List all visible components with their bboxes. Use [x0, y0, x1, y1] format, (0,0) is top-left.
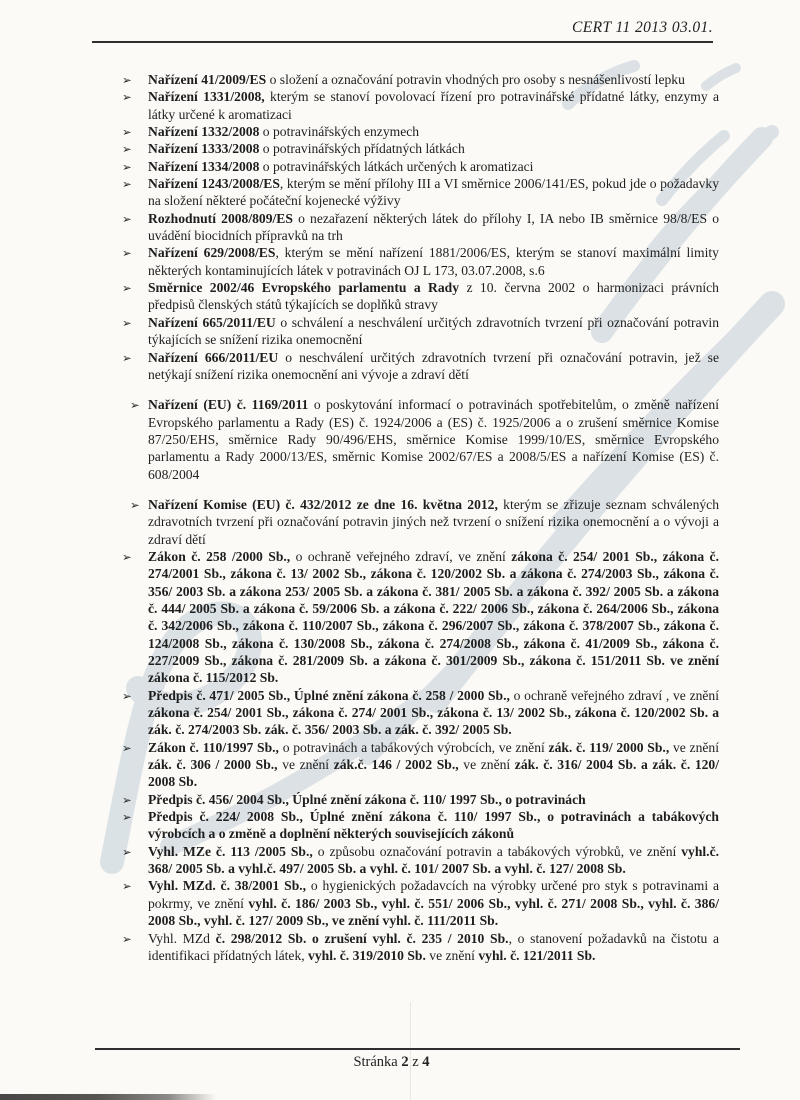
bullet-arrow-icon: ➢ [122, 740, 132, 755]
bullet-arrow-icon: ➢ [122, 810, 132, 825]
list-item-text: Nařízení 41/2009/ES o složení a označování potravin vhodných pro osoby s nesnášenlivostí lepku [148, 72, 685, 87]
list-item [120, 140, 719, 157]
list-item-text: Vyhl. MZd č. 298/2012 Sb. o zrušení vyhl. č. 235 / 2010 Sb., o stanovení požadavků na čistotu a identifikaci přídatných látek, vyhl. č. 319/2010 Sb. ve znění vyhl. č. 121/2011 Sb. [148, 930, 719, 963]
list-item-text: Vyhl. MZd. č. 38/2001 Sb., o hygienických požadavcích na výrobky určené pro styk s potravinami a pokrmy, ve znění vyhl. č. 186/ 2003 Sb., vyhl. č. 551/ 2006 Sb., vyhl. č. 271/ 2008 Sb., vyhl. č. 386/ 2008 Sb., vyhl. č. 127/ 2009 Sb., ve znění vyhl. č. 111/2011 Sb. [148, 878, 719, 929]
bullet-arrow-icon: ➢ [122, 177, 132, 192]
bullet-arrow-icon: ➢ [130, 497, 140, 512]
list-item [120, 71, 719, 88]
bullet-arrow-icon: ➢ [130, 398, 140, 413]
bullet-arrow-icon: ➢ [122, 792, 132, 807]
list-item-text: Nařízení Komise (EU) č. 432/2012 ze dne 16. května 2012, kterým se zřizuje seznam schválených zdravotních tvrzení při označování potravin jiných než tvrzení o snížení rizika onemocnění a o vývoji a zdraví dětí [148, 496, 719, 547]
bullet-arrow-icon: ➢ [122, 844, 132, 859]
list-item-text: Nařízení 1333/2008 o potravinářských přídatných látkách [148, 141, 465, 157]
bullet-arrow-icon: ➢ [122, 246, 132, 261]
scan-artifact-bar [0, 1094, 216, 1100]
list-item-text: Nařízení 1332/2008 o potravinářských enzymech [148, 124, 420, 140]
list-item-text: Nařízení 666/2011/EU o neschválení určitých zdravotních tvrzení při označování potravin, jež se netýkají snížení rizika onemocnění ani vývoje a zdraví dětí [148, 349, 719, 382]
bullet-arrow-icon: ➢ [122, 931, 132, 946]
list-item-text: Směrnice 2002/46 Evropského parlamentu a Rady z 10. června 2002 o harmonizaci právních předpisů členských států týkajících se doplňků stravy [148, 280, 719, 313]
list-item [120, 88, 719, 123]
list-item [120, 349, 719, 384]
list-item [120, 687, 719, 739]
list-item-text: Předpis č. 456/ 2004 Sb., Úplné znění zákona č. 110/ 1997 Sb., o potravinách [148, 791, 586, 807]
list-item-text: Nařízení 1334/2008 o potravinářských látkách určených k aromatizaci [148, 158, 534, 174]
list-item-text: Předpis č. 471/ 2005 Sb., Úplné znění zákona č. 258 / 2000 Sb., o ochraně veřejného zdraví , ve znění zákona č. 254/ 2001 Sb., zákona č. 274/ 2001 Sb., zákona č. 13/ 2002 Sb., zákona č. 120/2002 Sb. a zák. č. 274/2003 Sb. zák. č. 356/ 2003 Sb. a zák. č. 392/ 2005 Sb. [148, 687, 720, 738]
regulation-list [120, 71, 719, 964]
list-item-text: Nařízení 1331/2008, kterým se stanoví povolovací řízení pro potravinářské přídatné látky, enzymy a látky určené k aromatizaci [148, 89, 719, 122]
bullet-arrow-icon: ➢ [122, 73, 132, 87]
list-item [120, 279, 719, 314]
list-item [120, 244, 719, 279]
list-item [120, 843, 719, 878]
list-item-text: Rozhodnutí 2008/809/ES o nezařazení některých látek do přílohy I, IA nebo IB směrnice 98/8/ES o uvádění biocidních přípravků na trh [148, 210, 719, 244]
document-header: CERT 11 2013 03.01. [572, 19, 713, 36]
bullet-arrow-icon: ➢ [122, 142, 132, 157]
list-item [120, 396, 719, 483]
list-item [120, 791, 719, 808]
footer-divider [95, 1048, 740, 1050]
list-item-text: Nařízení (EU) č. 1169/2011 o poskytování informací o potravinách spotřebitelům, o změně nařízení Evropského parlamentu a Rady (ES) č. 1924/2006 a (ES) č. 1925/2006 a o zrušení směrnice Komise 87/250/EHS, směrnice Rady 90/496/EHS, směrnice Komise 1999/10/ES, směrnice Evropského parlamentu a Rady 2000/13/ES, směrnic Komise 2002/67/ES a 2008/5/ES a nařízení Komise (ES) č. 608/2004 [148, 397, 719, 482]
list-item-text: Předpis č. 224/ 2008 Sb., Úplné znění zákona č. 110/ 1997 Sb., o potravinách a tabákových výrobcích a o změně a doplnění některých souvisejících zákonů [148, 809, 719, 842]
list-item [120, 548, 719, 687]
footer-page-label: Stránka 2 z 4 [353, 1054, 430, 1070]
list-item [120, 210, 719, 245]
bullet-arrow-icon: ➢ [122, 688, 132, 703]
scan-artifact-line [410, 1002, 411, 1100]
list-item-text: Zákon č. 258 /2000 Sb., o ochraně veřejného zdraví, ve znění zákona č. 254/ 2001 Sb., zákona č. 274/2001 Sb., zákona č. 13/ 2002 Sb., zákona č. 120/2002 Sb. a zákona č. 274/2003 Sb., zákona č. 356/ 2003 Sb. a zákona 253/ 2005 Sb. a zákona č. 381/ 2005 Sb. a zákona č. 392/ 2005 Sb. a zákona č. 444/ 2005 Sb. a zákona č. 59/2006 Sb. a zákona č. 222/ 2006 Sb., zákona č. 264/2006 Sb., zákona č. 342/2006 Sb., zákona č. 110/2007 Sb., zákona č. 296/2007 Sb., zákona č. 378/2007 Sb., zákona č. 124/2008 Sb., zákona č. 130/2008 Sb., zákona č. 274/2008 Sb., zákona č. 41/2009 Sb., zákona č. 227/2009 Sb., zákona č. 281/2009 Sb. a zákona č. 301/2009 Sb., zákona č. 151/2011 Sb. ve znění zákona č. 115/2012 Sb. [148, 548, 719, 686]
bullet-arrow-icon: ➢ [122, 879, 132, 894]
list-item [120, 158, 719, 175]
list-item-text: Zákon č. 110/1997 Sb., o potravinách a tabákových výrobcích, ve znění zák. č. 119/ 2000 Sb., ve znění zák. č. 306 / 2000 Sb., ve znění zák.č. 146 / 2002 Sb., ve znění zák. č. 316/ 2004 Sb. a zák. č. 120/ 2008 Sb. [148, 739, 720, 790]
bullet-arrow-icon: ➢ [122, 350, 132, 365]
list-item [120, 739, 719, 791]
list-item-text: Nařízení 629/2008/ES, kterým se mění nařízení 1881/2006/ES, kterým se stanoví maximální limity některých kontaminujících látek v potravinách OJ L 173, 03.07.2008, s.6 [148, 245, 719, 278]
bullet-arrow-icon: ➢ [122, 281, 132, 296]
bullet-arrow-icon: ➢ [122, 315, 132, 330]
header-divider [92, 41, 713, 43]
list-item [120, 123, 719, 140]
list-item [120, 175, 719, 210]
bullet-arrow-icon: ➢ [122, 549, 132, 564]
list-item [120, 314, 719, 349]
bullet-arrow-icon: ➢ [122, 90, 132, 105]
bullet-arrow-icon: ➢ [122, 125, 132, 140]
list-item [120, 877, 719, 929]
list-item [120, 808, 719, 843]
bullet-arrow-icon: ➢ [122, 159, 132, 174]
list-item-text: Nařízení 665/2011/EU o schválení a neschválení určitých zdravotních tvrzení při označování potravin týkajících se snížení rizika onemocnění [148, 314, 719, 348]
list-item [120, 496, 719, 548]
list-item-text: Vyhl. MZe č. 113 /2005 Sb., o způsobu označování potravin a tabákových výrobků, ve znění vyhl.č. 368/ 2005 Sb. a vyhl.č. 497/ 2005 Sb. a vyhl. č. 101/ 2007 Sb. a vyhl. č. 127/ 2008 Sb. [148, 843, 719, 877]
list-item-text: Nařízení 1243/2008/ES, kterým se mění přílohy III a VI směrnice 2006/141/ES, pokud jde o požadavky na složení některé počáteční kojenecké výživy [148, 176, 719, 209]
list-item [120, 930, 719, 965]
bullet-arrow-icon: ➢ [122, 211, 132, 226]
